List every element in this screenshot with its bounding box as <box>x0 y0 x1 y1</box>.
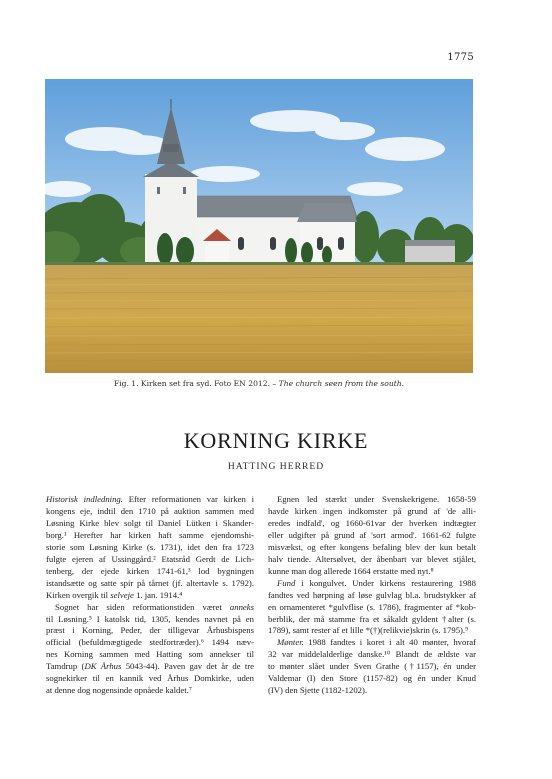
line-text: fandtes ved hørpning af løse gulvlag bl.a. brudstykker af <box>268 589 476 600</box>
text-line <box>268 494 476 506</box>
line-text: til Løsning.⁵ I katolsk tid, 1305, kendes navnet på en <box>46 613 254 624</box>
caption-english: The church seen from the south. <box>278 379 405 388</box>
caption-text: Fig. 1. Kirken set fra syd. Foto EN 2012. – <box>113 379 279 388</box>
line-text: borg.¹ Herefter har kirken haft samme ejendomshi- <box>46 529 254 540</box>
line-text: 1988 fandtes i koret i alt 40 mønter, hvoraf <box>303 637 476 648</box>
text-line <box>46 566 254 578</box>
text-line <box>46 602 254 614</box>
section-lead: Mønter. <box>277 637 304 648</box>
text-line <box>46 506 254 518</box>
text-line <box>268 554 476 566</box>
left-column <box>46 494 254 697</box>
emphasis: DK Århus <box>84 661 122 672</box>
line-text: en ornamenteret *gulvflise (s. 1786), fragmenter af *kob- <box>268 601 476 612</box>
line-text: tenberg, der ejede kirken 1741-61,³ lod bygningen <box>46 565 254 576</box>
line-text: istandsætte og satte spir på tårnet (jf. altertavle s. 1792). <box>46 577 254 588</box>
line-text: Sognet har siden reformationstiden været <box>55 601 230 612</box>
text-line <box>46 614 254 626</box>
line-text: kongens eje, indtil den 1710 på auktion sammen med <box>46 505 254 516</box>
text-line <box>46 625 254 637</box>
line-text: 32 var middelalderlige danske.¹⁰ Blandt de ældste var <box>268 649 476 660</box>
text-line <box>268 578 476 590</box>
text-line <box>268 649 476 661</box>
text-line <box>268 530 476 542</box>
text-line <box>46 661 254 673</box>
line-text: Kirken overgik til <box>46 589 111 600</box>
text-line <box>268 518 476 530</box>
line-text: eller udgifter på grund af 'sort armod'. 1661-62 fulgte <box>268 529 476 540</box>
line-text: (IV) den Sjette (1182-1202). <box>268 685 368 696</box>
text-line <box>46 673 254 685</box>
text-line <box>268 506 476 518</box>
text-line <box>268 542 476 554</box>
line-text: præst i Korning, Peder, der tilligevar Århusbispens <box>46 625 254 636</box>
text-line <box>46 554 254 566</box>
text-line <box>46 590 254 602</box>
line-text: misvækst, og efter kongens befaling blev der kun betalt <box>268 541 476 552</box>
text-line <box>46 518 254 530</box>
text-line <box>46 530 254 542</box>
line-text: to mønter slået under Sven Grathe (†1157), én under <box>268 661 476 672</box>
page-number: 1775 <box>447 52 474 63</box>
line-tail: 1. jan. 1914.⁴ <box>133 589 183 600</box>
emphasis: anneks <box>229 601 254 612</box>
text-line <box>46 685 254 697</box>
line-text: halv tiende. Altersølvet, der åbenbart var blevet stjålet, <box>268 553 476 564</box>
line-text: at denne dog nogensinde opnåede kaldet.⁷ <box>46 685 192 696</box>
line-text: Tamdrup ( <box>46 661 85 672</box>
text-line <box>268 637 476 649</box>
text-line <box>268 625 476 637</box>
text-line <box>268 602 476 614</box>
page-subtitle: HATTING HERRED <box>227 461 325 472</box>
line-text: kunne man dog allerede 1664 erstatte med nyt.⁸ <box>268 565 434 576</box>
line-text: berblik, der må stamme fra et såkaldt gyldent †alter (s. <box>268 613 476 624</box>
section-lead: Fund <box>277 577 296 588</box>
text-line <box>46 649 254 661</box>
church-photo <box>45 79 473 373</box>
text-line <box>268 566 476 578</box>
text-line <box>46 542 254 554</box>
text-line <box>268 614 476 626</box>
right-column <box>268 494 476 697</box>
figure-caption <box>45 379 473 388</box>
line-text: Egnen led stærkt under Svenskekrigene. 1658-59 <box>277 494 476 504</box>
line-text: official (befuldmægtigede stedfortræder).⁶ 1494 næv- <box>46 637 254 648</box>
line-text: fulgte ejeren af Ussinggård.² Etatsråd Gerdt de Lich- <box>46 553 254 564</box>
line-text: i kongulvet. Under kirkens restaurering 1988 <box>295 577 476 588</box>
line-text: eredes indfald', og 1660-61var der hverken indtægter <box>268 517 476 528</box>
text-line <box>268 590 476 602</box>
text-line <box>46 578 254 590</box>
line-tail: 5043-44). Paven gav det år de tre <box>121 661 254 672</box>
line-text: havde kirken ingen indkomster på grund af 'de alli- <box>268 505 476 516</box>
line-text: storie som Løsning Kirke (s. 1731), idet den fra 1723 <box>46 541 254 552</box>
line-text: nes Korning sammen med Hatting som annekser til <box>46 649 254 660</box>
line-text: sognekirker til en kannik ved Århus Domkirke, uden <box>46 673 254 684</box>
line-text: Valdemar (I) den Store (1157-82) og én under Knud <box>268 673 476 684</box>
section-lead: Historisk indledning. <box>46 494 123 504</box>
text-line <box>46 494 254 506</box>
emphasis: selveje <box>110 589 134 600</box>
line-text: Efter reformationen var kirken i <box>122 494 254 504</box>
text-line <box>268 673 476 685</box>
text-line <box>268 661 476 673</box>
text-line <box>46 637 254 649</box>
line-text: Løsning Kirke blev solgt til Daniel Lütken i Skander- <box>46 517 254 528</box>
text-line <box>268 685 476 697</box>
line-text: 1789), samt rester af et lille *(†)(relikvie)skrin (s. 1795).⁹ <box>268 625 469 636</box>
page-title: KORNING KIRKE <box>183 428 369 453</box>
